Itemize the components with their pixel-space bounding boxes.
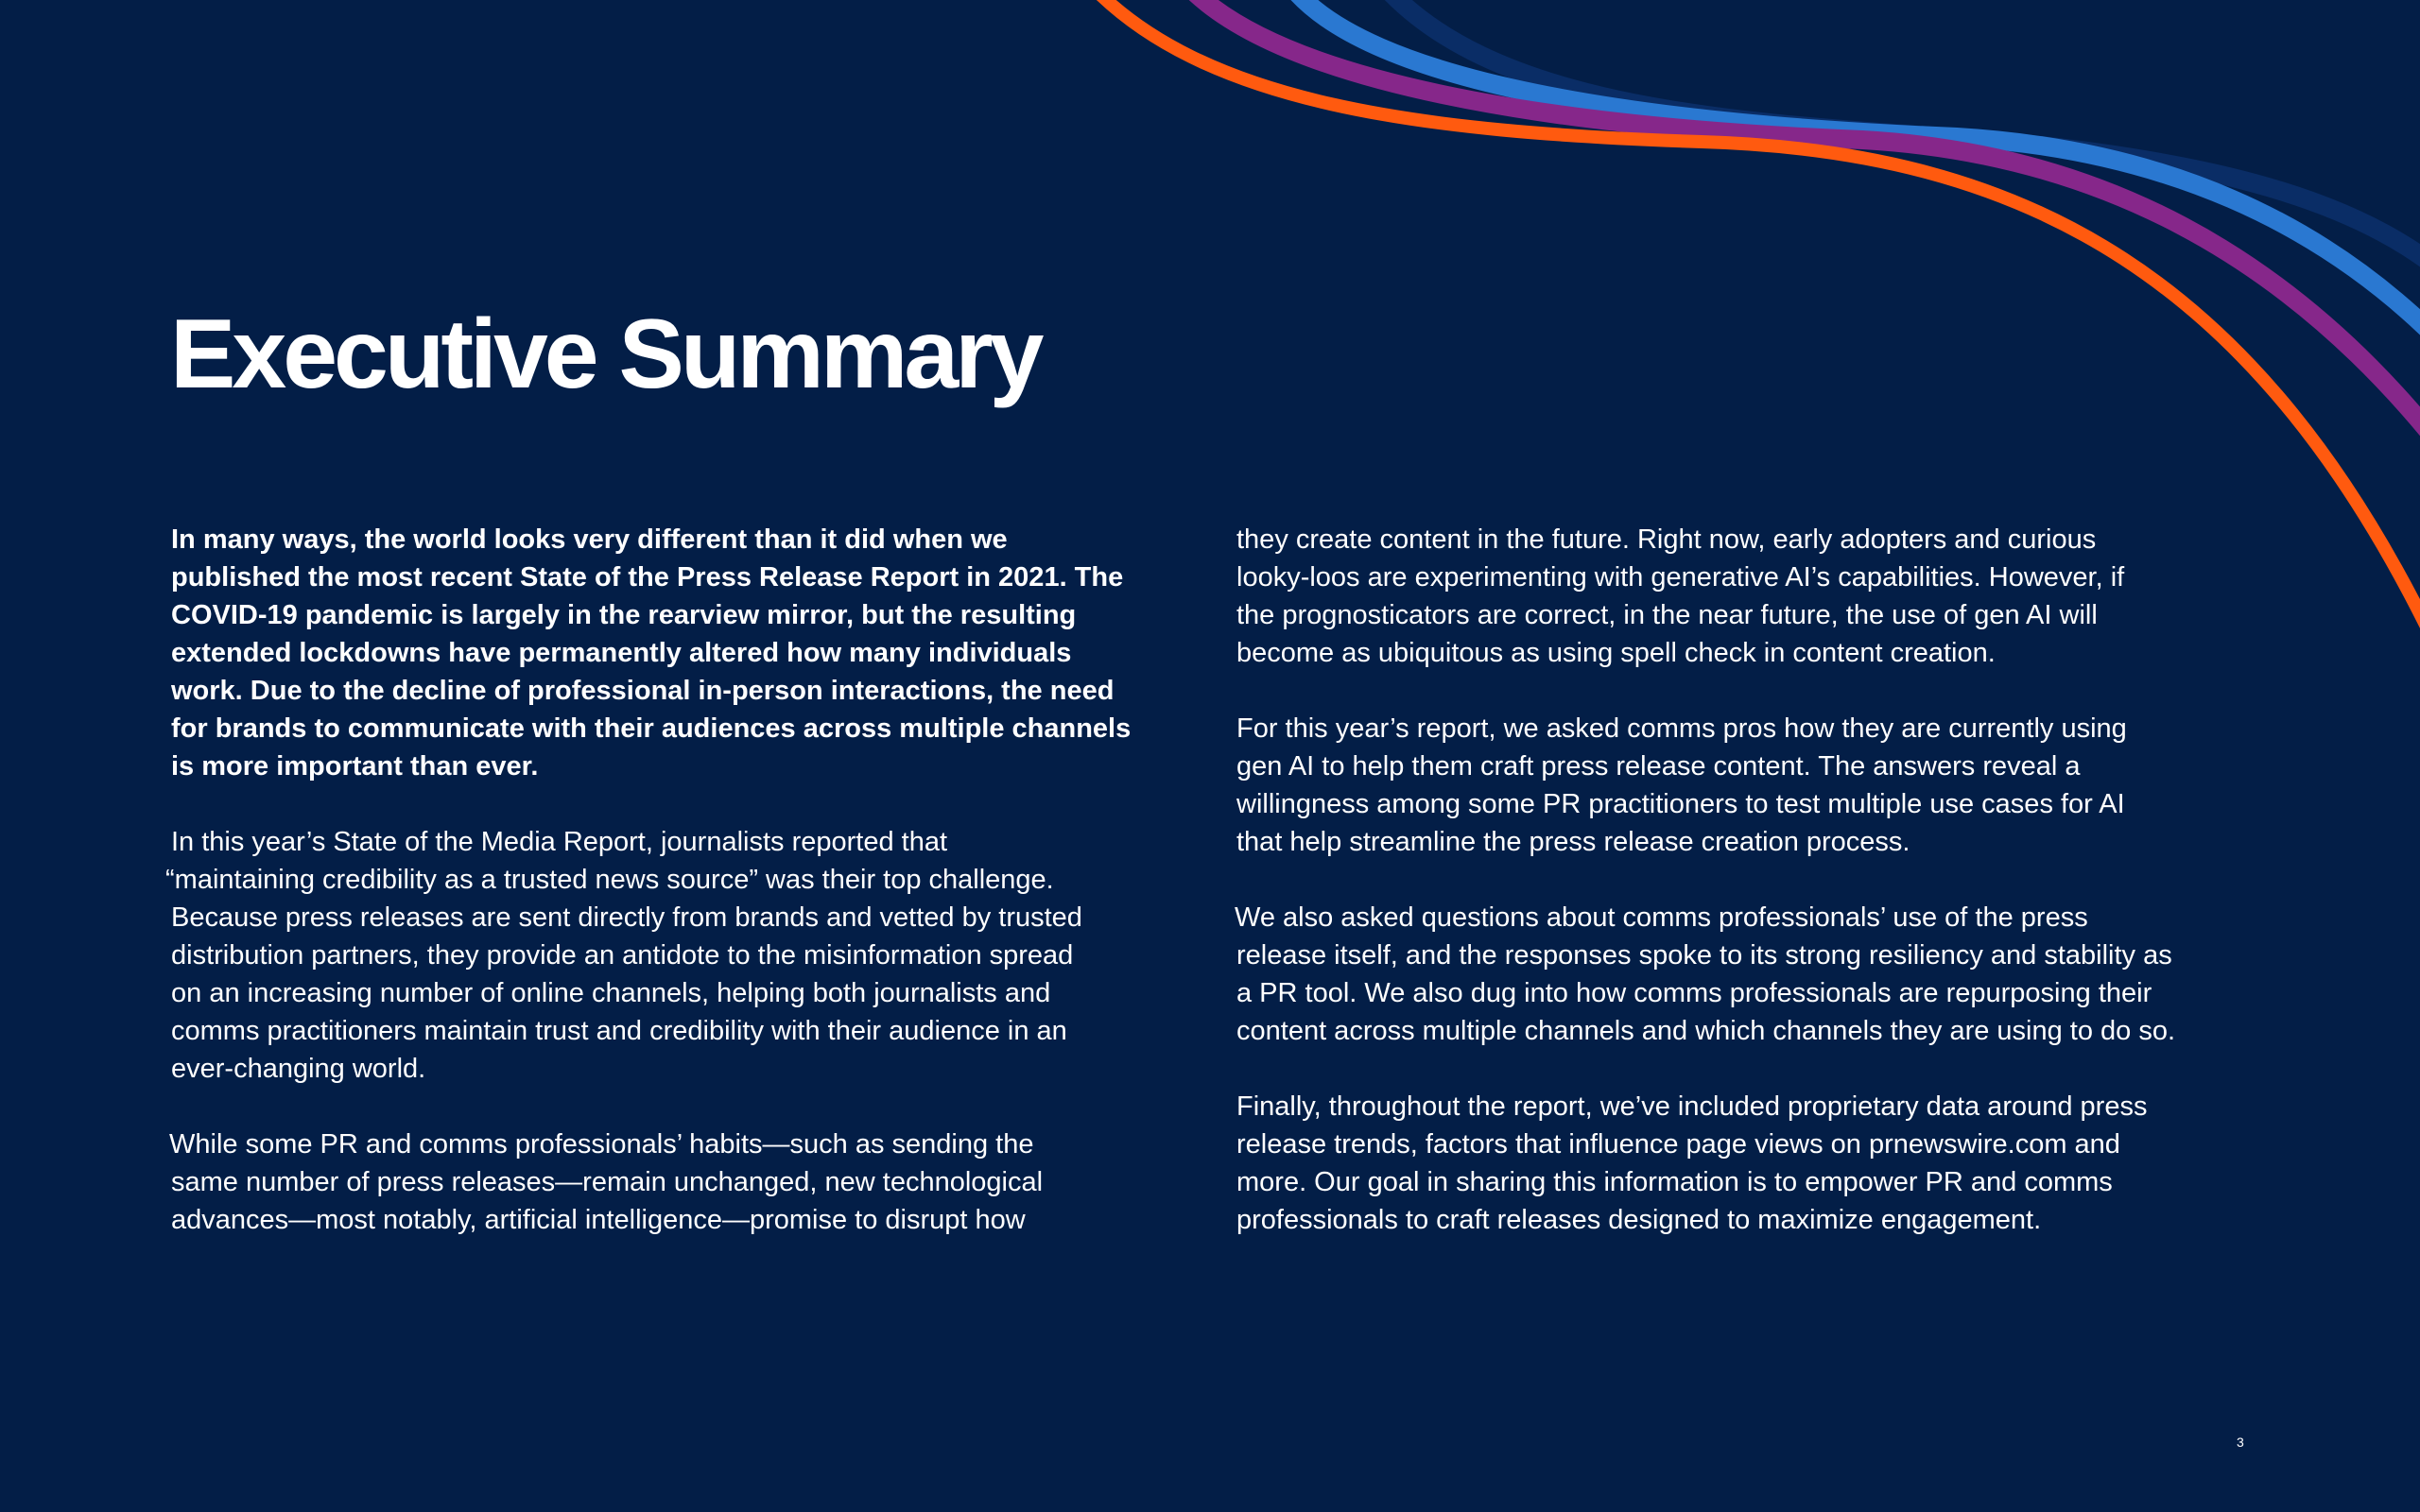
paragraph-line: In this year’s State of the Media Report, journalists reported that bbox=[171, 827, 948, 857]
paragraph-line: they create content in the future. Right now, early adopters and curious bbox=[1236, 524, 2097, 555]
body-paragraph bbox=[1236, 1088, 2267, 1239]
paragraph-line: for brands to communicate with their audiences across multiple channels bbox=[171, 713, 1132, 744]
paragraph-line: distribution partners, they provide an antidote to the misinformation spread bbox=[171, 940, 1074, 971]
paragraph-line: on an increasing number of online channels, helping both journalists and bbox=[171, 978, 1051, 1008]
paragraph-line: professionals to craft releases designed to maximize engagement. bbox=[1236, 1205, 2042, 1235]
paragraph-line: advances—most notably, artificial intelligence—promise to disrupt how bbox=[171, 1205, 1026, 1235]
body-paragraph bbox=[1236, 521, 2267, 672]
swoosh-blue-stripe bbox=[1288, 0, 2420, 340]
paragraph-line: content across multiple channels and which channels they are using to do so. bbox=[1236, 1016, 2176, 1046]
paragraph-line: For this year’s report, we asked comms pros how they are currently using bbox=[1236, 713, 2127, 744]
paragraph-line: willingness among some PR practitioners to test multiple use cases for AI bbox=[1236, 789, 2125, 819]
paragraph-line: published the most recent State of the Press Release Report in 2021. The bbox=[171, 562, 1124, 593]
paragraph-line: Because press releases are sent directly from brands and vetted by trusted bbox=[171, 902, 1082, 933]
left-text-column bbox=[165, 521, 1201, 1277]
paragraph-line: looky-loos are experimenting with generative AI’s capabilities. However, if bbox=[1236, 562, 2125, 593]
paragraph-line: release itself, and the responses spoke to its strong resiliency and stability as bbox=[1236, 940, 2172, 971]
paragraph-line: gen AI to help them craft press release content. The answers reveal a bbox=[1236, 751, 2081, 782]
paragraph-line: become as ubiquitous as using spell check in content creation. bbox=[1236, 638, 1996, 668]
paragraph-line: In many ways, the world looks very different than it did when we bbox=[171, 524, 1008, 555]
paragraph-line: release trends, factors that influence page views on prnewswire.com and bbox=[1236, 1129, 2120, 1160]
body-paragraph bbox=[1236, 899, 2267, 1050]
paragraph-line: same number of press releases—remain unchanged, new technological bbox=[171, 1167, 1044, 1197]
swoosh-navy-stripe bbox=[1380, 0, 2420, 269]
body-paragraph bbox=[171, 1125, 1201, 1239]
paragraph-line: COVID-19 pandemic is largely in the rearview mirror, but the resulting bbox=[171, 600, 1077, 630]
paragraph-line: “maintaining credibility as a trusted news source” was their top challenge. bbox=[165, 865, 1054, 895]
body-paragraph bbox=[1236, 710, 2267, 861]
paragraph-line: more. Our goal in sharing this information is to empower PR and comms bbox=[1236, 1167, 2113, 1197]
paragraph-line: that help streamline the press release creation process. bbox=[1236, 827, 1910, 857]
paragraph-line: We also asked questions about comms professionals’ use of the press bbox=[1235, 902, 2088, 933]
body-paragraph bbox=[165, 823, 1201, 1088]
paragraph-line: a PR tool. We also dug into how comms professionals are repurposing their bbox=[1236, 978, 2152, 1008]
page-title: Executive Summary bbox=[170, 300, 1041, 409]
paragraph-line: Finally, throughout the report, we’ve included proprietary data around press bbox=[1236, 1091, 2148, 1122]
paragraph-line: work. Due to the decline of professional in-person interactions, the need bbox=[171, 676, 1115, 706]
intro-paragraph bbox=[171, 521, 1201, 785]
swoosh-purple-stripe bbox=[1184, 0, 2420, 444]
page-number: 3 bbox=[2237, 1435, 2244, 1450]
paragraph-line: comms practitioners maintain trust and credibility with their audience in an bbox=[171, 1016, 1067, 1046]
paragraph-line: ever-changing world. bbox=[171, 1054, 426, 1084]
paragraph-line: is more important than ever. bbox=[171, 751, 539, 782]
paragraph-line: extended lockdowns have permanently altered how many individuals bbox=[171, 638, 1072, 668]
right-text-column bbox=[1236, 521, 2267, 1277]
paragraph-line: While some PR and comms professionals’ habits—such as sending the bbox=[169, 1129, 1034, 1160]
paragraph-line: the prognosticators are correct, in the near future, the use of gen AI will bbox=[1236, 600, 2098, 630]
